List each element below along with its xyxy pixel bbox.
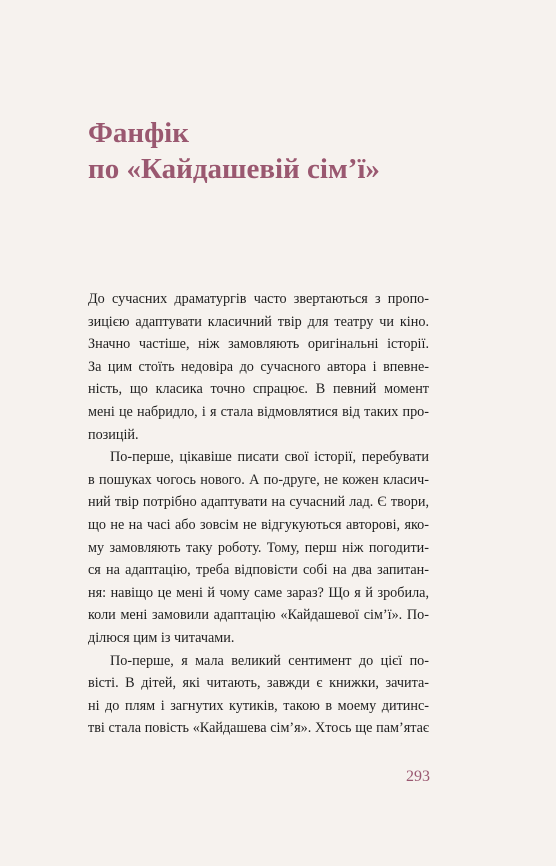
chapter-title-line-1: Фанфік	[88, 117, 189, 149]
text-line: позицій.	[88, 426, 139, 443]
text-line: Значно частіше, ніж замовляють оригінальні історії.	[88, 336, 429, 353]
text-line: ся на адаптацію, треба відповісти собі на два запитан-	[88, 562, 429, 579]
text-line: По-перше, я мала великий сентимент до цієї по-	[110, 652, 429, 669]
text-line: му замовляють таку роботу. Тому, перш ніж погодити-	[88, 539, 429, 556]
chapter-title	[88, 115, 380, 187]
text-line: По-перше, цікавіше писати свої історії, перебувати	[110, 449, 429, 466]
text-line: До сучасних драматургів часто звертаються з пропо-	[88, 291, 429, 307]
page-number: 293	[406, 768, 430, 785]
text-line: що не на часі або зовсім не відгукуються авторові, яко-	[88, 516, 429, 533]
chapter-title-line-2: по «Кайдашевій сім’ї»	[88, 153, 380, 185]
text-line: ність, що класика точно спрацює. В певний момент	[88, 381, 429, 398]
text-line: ня: навіщо це мені й чому саме зараз? Що я й зробила,	[88, 584, 429, 601]
text-line: в пошуках чогось нового. А по-друге, не кожен класич-	[88, 471, 429, 488]
text-line: тві стала повість «Кайдашева сім’я». Хтось ще пам’ятає	[88, 720, 429, 737]
text-line: вісті. В дітей, які читають, завжди є книжки, зачита-	[88, 675, 429, 692]
text-line: ні до плям і загнутих кутиків, такою в моему дитинс-	[88, 697, 429, 714]
text-line: ділюся цим із читачами.	[88, 629, 235, 646]
body-text	[88, 288, 429, 740]
text-line: ний твір потрібно адаптувати на сучасний лад. Є твори,	[88, 494, 429, 511]
text-line: зицією адаптувати класичний твір для театру чи кіно.	[88, 313, 429, 330]
text-line: мені це набридло, і я стала відмовлятися від таких про-	[88, 403, 429, 420]
text-line: коли мені замовили адаптацію «Кайдашевої сім’ї». По-	[88, 607, 429, 624]
text-line: За цим стоїть недовіра до сучасного автора і впевне-	[88, 358, 429, 375]
